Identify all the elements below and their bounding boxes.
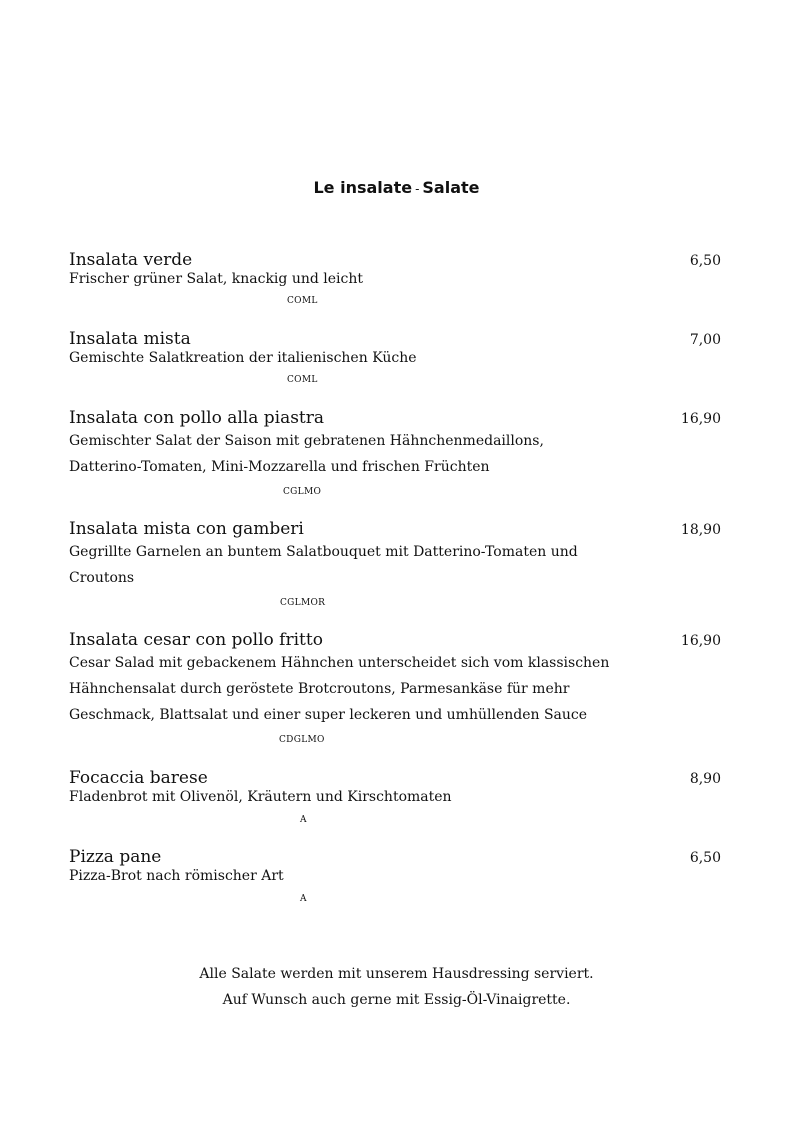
item-price: 16,90	[680, 411, 721, 427]
item-description: Gemischter Salat der Saison mit gebratenen Hähnchenmedaillons, Datterino-Tomaten, Mini-Mozzarella und frischen Früchten	[69, 433, 544, 475]
menu-item	[69, 846, 721, 906]
item-name: Pizza pane	[69, 847, 162, 867]
page-title	[0, 178, 793, 197]
item-name: Focaccia barese	[69, 768, 208, 788]
menu-item	[69, 629, 721, 751]
menu-item	[69, 249, 721, 309]
footer-line-2: Auf Wunsch auch gerne mit Essig-Öl-Vinaigrette.	[222, 992, 571, 1008]
item-name: Insalata mista con gamberi	[69, 519, 304, 539]
item-name: Insalata con pollo alla piastra	[69, 408, 325, 428]
item-allergens: A	[300, 815, 307, 825]
item-allergens: CDGLMO	[279, 735, 325, 745]
item-description: Gemischte Salatkreation der italienischen Küche	[69, 350, 417, 366]
title-sub: Salate	[422, 178, 480, 197]
item-allergens: CGLMOR	[280, 598, 326, 608]
menu-item	[69, 767, 721, 827]
item-allergens: COML	[287, 375, 318, 385]
item-description: Pizza-Brot nach römischer Art	[69, 868, 284, 884]
item-allergens: COML	[287, 296, 318, 306]
item-name: Insalata cesar con pollo fritto	[69, 630, 323, 650]
item-description: Frischer grüner Salat, knackig und leicht	[69, 271, 363, 287]
item-price: 16,90	[680, 633, 721, 649]
item-description: Gegrillte Garnelen an buntem Salatbouquet mit Datterino-Tomaten und Croutons	[69, 544, 578, 586]
item-name: Insalata mista	[69, 329, 191, 349]
item-description: Cesar Salad mit gebackenem Hähnchen unterscheidet sich vom klassischen Hähnchensalat durch geröstete Brotcroutons, Parmesankäse für mehr Geschmack, Blattsalat und einer super leckeren und umhüllenden Sauce	[69, 655, 610, 723]
menu-item	[69, 407, 721, 502]
menu-item	[69, 518, 721, 613]
footer-note	[0, 961, 793, 1013]
item-name: Insalata verde	[69, 250, 193, 270]
item-allergens: CGLMO	[283, 487, 322, 497]
item-price: 18,90	[680, 522, 721, 538]
title-separator: -	[415, 182, 420, 196]
item-price: 6,50	[689, 850, 721, 866]
item-allergens: A	[300, 894, 307, 904]
item-price: 6,50	[689, 253, 721, 269]
title-main: Le insalate	[313, 178, 413, 197]
item-description: Fladenbrot mit Olivenöl, Kräutern und Kirschtomaten	[69, 789, 452, 805]
footer-line-1: Alle Salate werden mit unserem Hausdressing serviert.	[199, 966, 594, 982]
item-price: 8,90	[689, 771, 721, 787]
item-price: 7,00	[689, 332, 721, 348]
menu-item	[69, 328, 721, 388]
